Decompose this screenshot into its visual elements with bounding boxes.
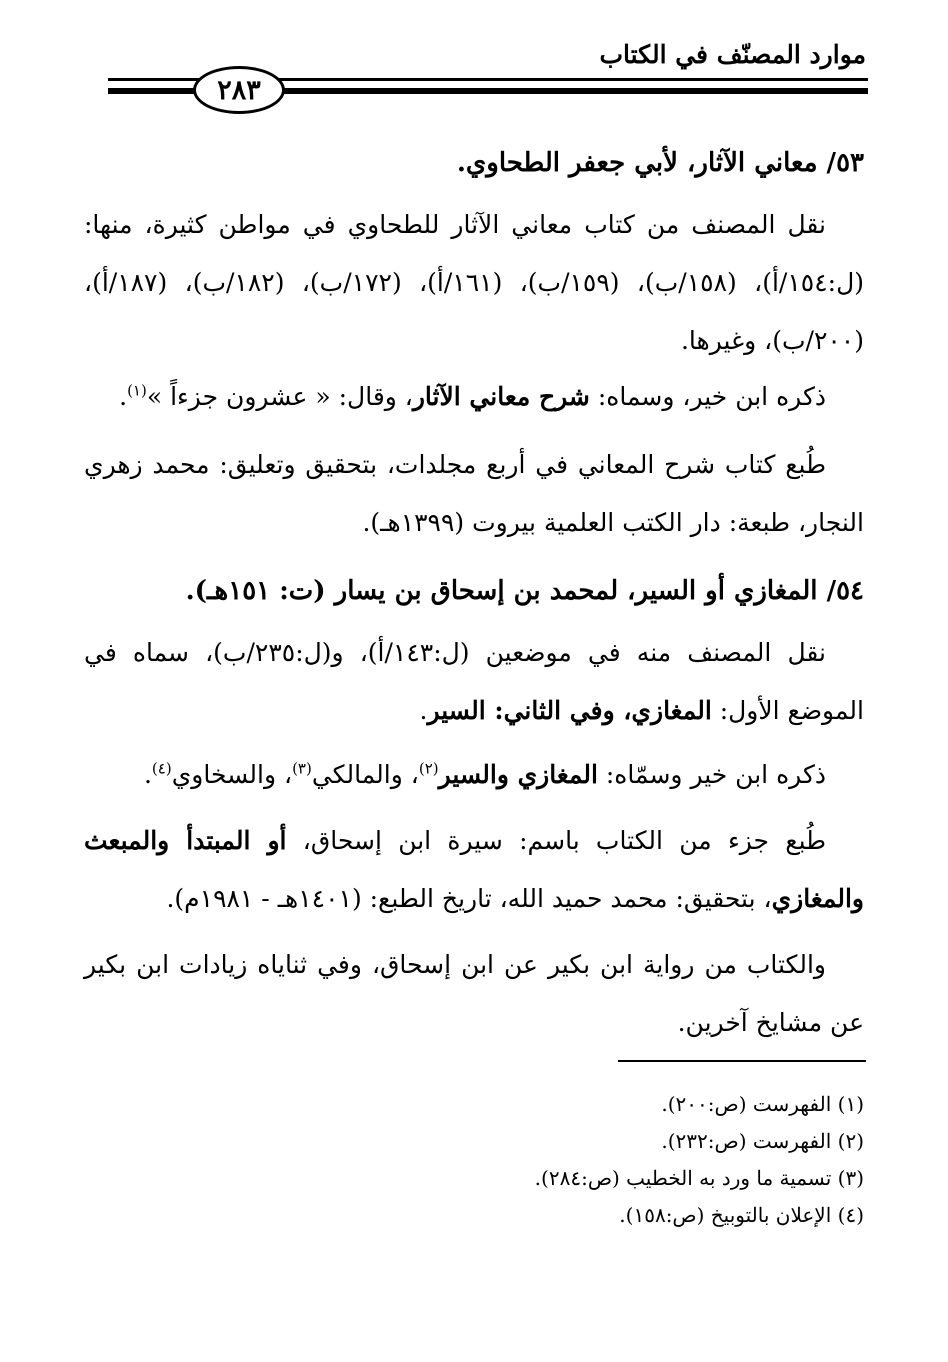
entry-53-paragraph-3: طُبع كتاب شرح المعاني في أربع مجلدات، بتحقيق وتعليق: محمد زهري النجار، طبعة: دار الكتب العلمية بيروت (١٣٩٩هـ). — [84, 450, 864, 537]
entry-53-paragraph-2 — [84, 368, 864, 426]
entry-54-paragraph-4: والكتاب من رواية ابن بكير عن ابن إسحاق، وفي ثناياه زيادات ابن بكير عن مشايخ آخرين. — [84, 950, 864, 1037]
footnote-2: (٢) الفهرست (ص:٢٣٢). — [661, 1129, 864, 1153]
entry-54-paragraph-2 — [84, 746, 864, 804]
entry-heading-54: ٥٤/ المغازي أو السير، لمحمد بن إسحاق بن يسار (ت: ١٥١هـ). — [185, 576, 864, 606]
entry-54-paragraph-3 — [84, 812, 864, 928]
text-span: ذكره ابن خير وسمّاه: — [597, 760, 826, 789]
text-span: . — [419, 696, 428, 725]
text-span: . — [119, 382, 128, 411]
entry-54-paragraph-1 — [84, 624, 864, 740]
text-span: ، بتحقيق: محمد حميد الله، تاريخ الطبع: (١٤٠١هـ - ١٩٨١م). — [166, 884, 772, 913]
entry-53-paragraph-1: نقل المصنف من كتاب معاني الآثار للطحاوي في مواطن كثيرة، منها: (ل:١٥٤/أ)، (١٥٨/ب)، (١٥٩/ب)، (١٦١/أ)، (١٧٢/ب)، (١٨٢/ب)، (١٨٧/أ)، (٢٠٠/ب)، وغيرها. — [84, 210, 864, 355]
text-span: . — [143, 760, 152, 789]
footnote-4: (٤) الإعلان بالتوبيخ (ص:١٥٨). — [619, 1203, 864, 1227]
running-header-title: موارد المصنّف في الكتاب — [599, 40, 866, 69]
footnote-ref-4: (٤) — [151, 759, 172, 778]
text-span: طُبع جزء من الكتاب باسم: سيرة ابن إسحاق، — [286, 826, 827, 855]
entry-heading-53: ٥٣/ معاني الآثار، لأبي جعفر الطحاوي. — [456, 148, 864, 178]
footnote-1: (١) الفهرست (ص:٢٠٠). — [661, 1092, 864, 1116]
text-span: ، وقال: « عشرون جزءاً » — [146, 382, 413, 411]
footnote-ref-2: (٢) — [418, 759, 439, 778]
page-number: ٢٨٣ — [193, 66, 285, 114]
text-span: ذكره ابن خير، وسماه: — [589, 382, 826, 411]
footnote-3: (٣) تسمية ما ورد به الخطيب (ص:٢٨٤). — [534, 1166, 864, 1190]
footnote-separator — [618, 1060, 866, 1062]
footnote-ref-3: (٣) — [292, 759, 312, 778]
bold-title: المغازي والسير — [438, 760, 598, 789]
text-span: ، والسخاوي — [171, 760, 293, 789]
text-span: ، والمالكي — [311, 760, 419, 789]
text-span: نقل المصنف منه في موضعين (ل:١٤٣/أ)، و(ل:٢٣٥/ب)، سماه في الموضع الأول: — [84, 638, 864, 725]
footnote-ref-1: (١) — [127, 381, 147, 400]
bold-title: شرح معاني الآثار — [412, 382, 590, 411]
bold-title: المغازي، وفي الثاني: السير — [427, 696, 712, 725]
bold-title: أو المبتدأ والمبعث والمغازي — [84, 826, 864, 913]
